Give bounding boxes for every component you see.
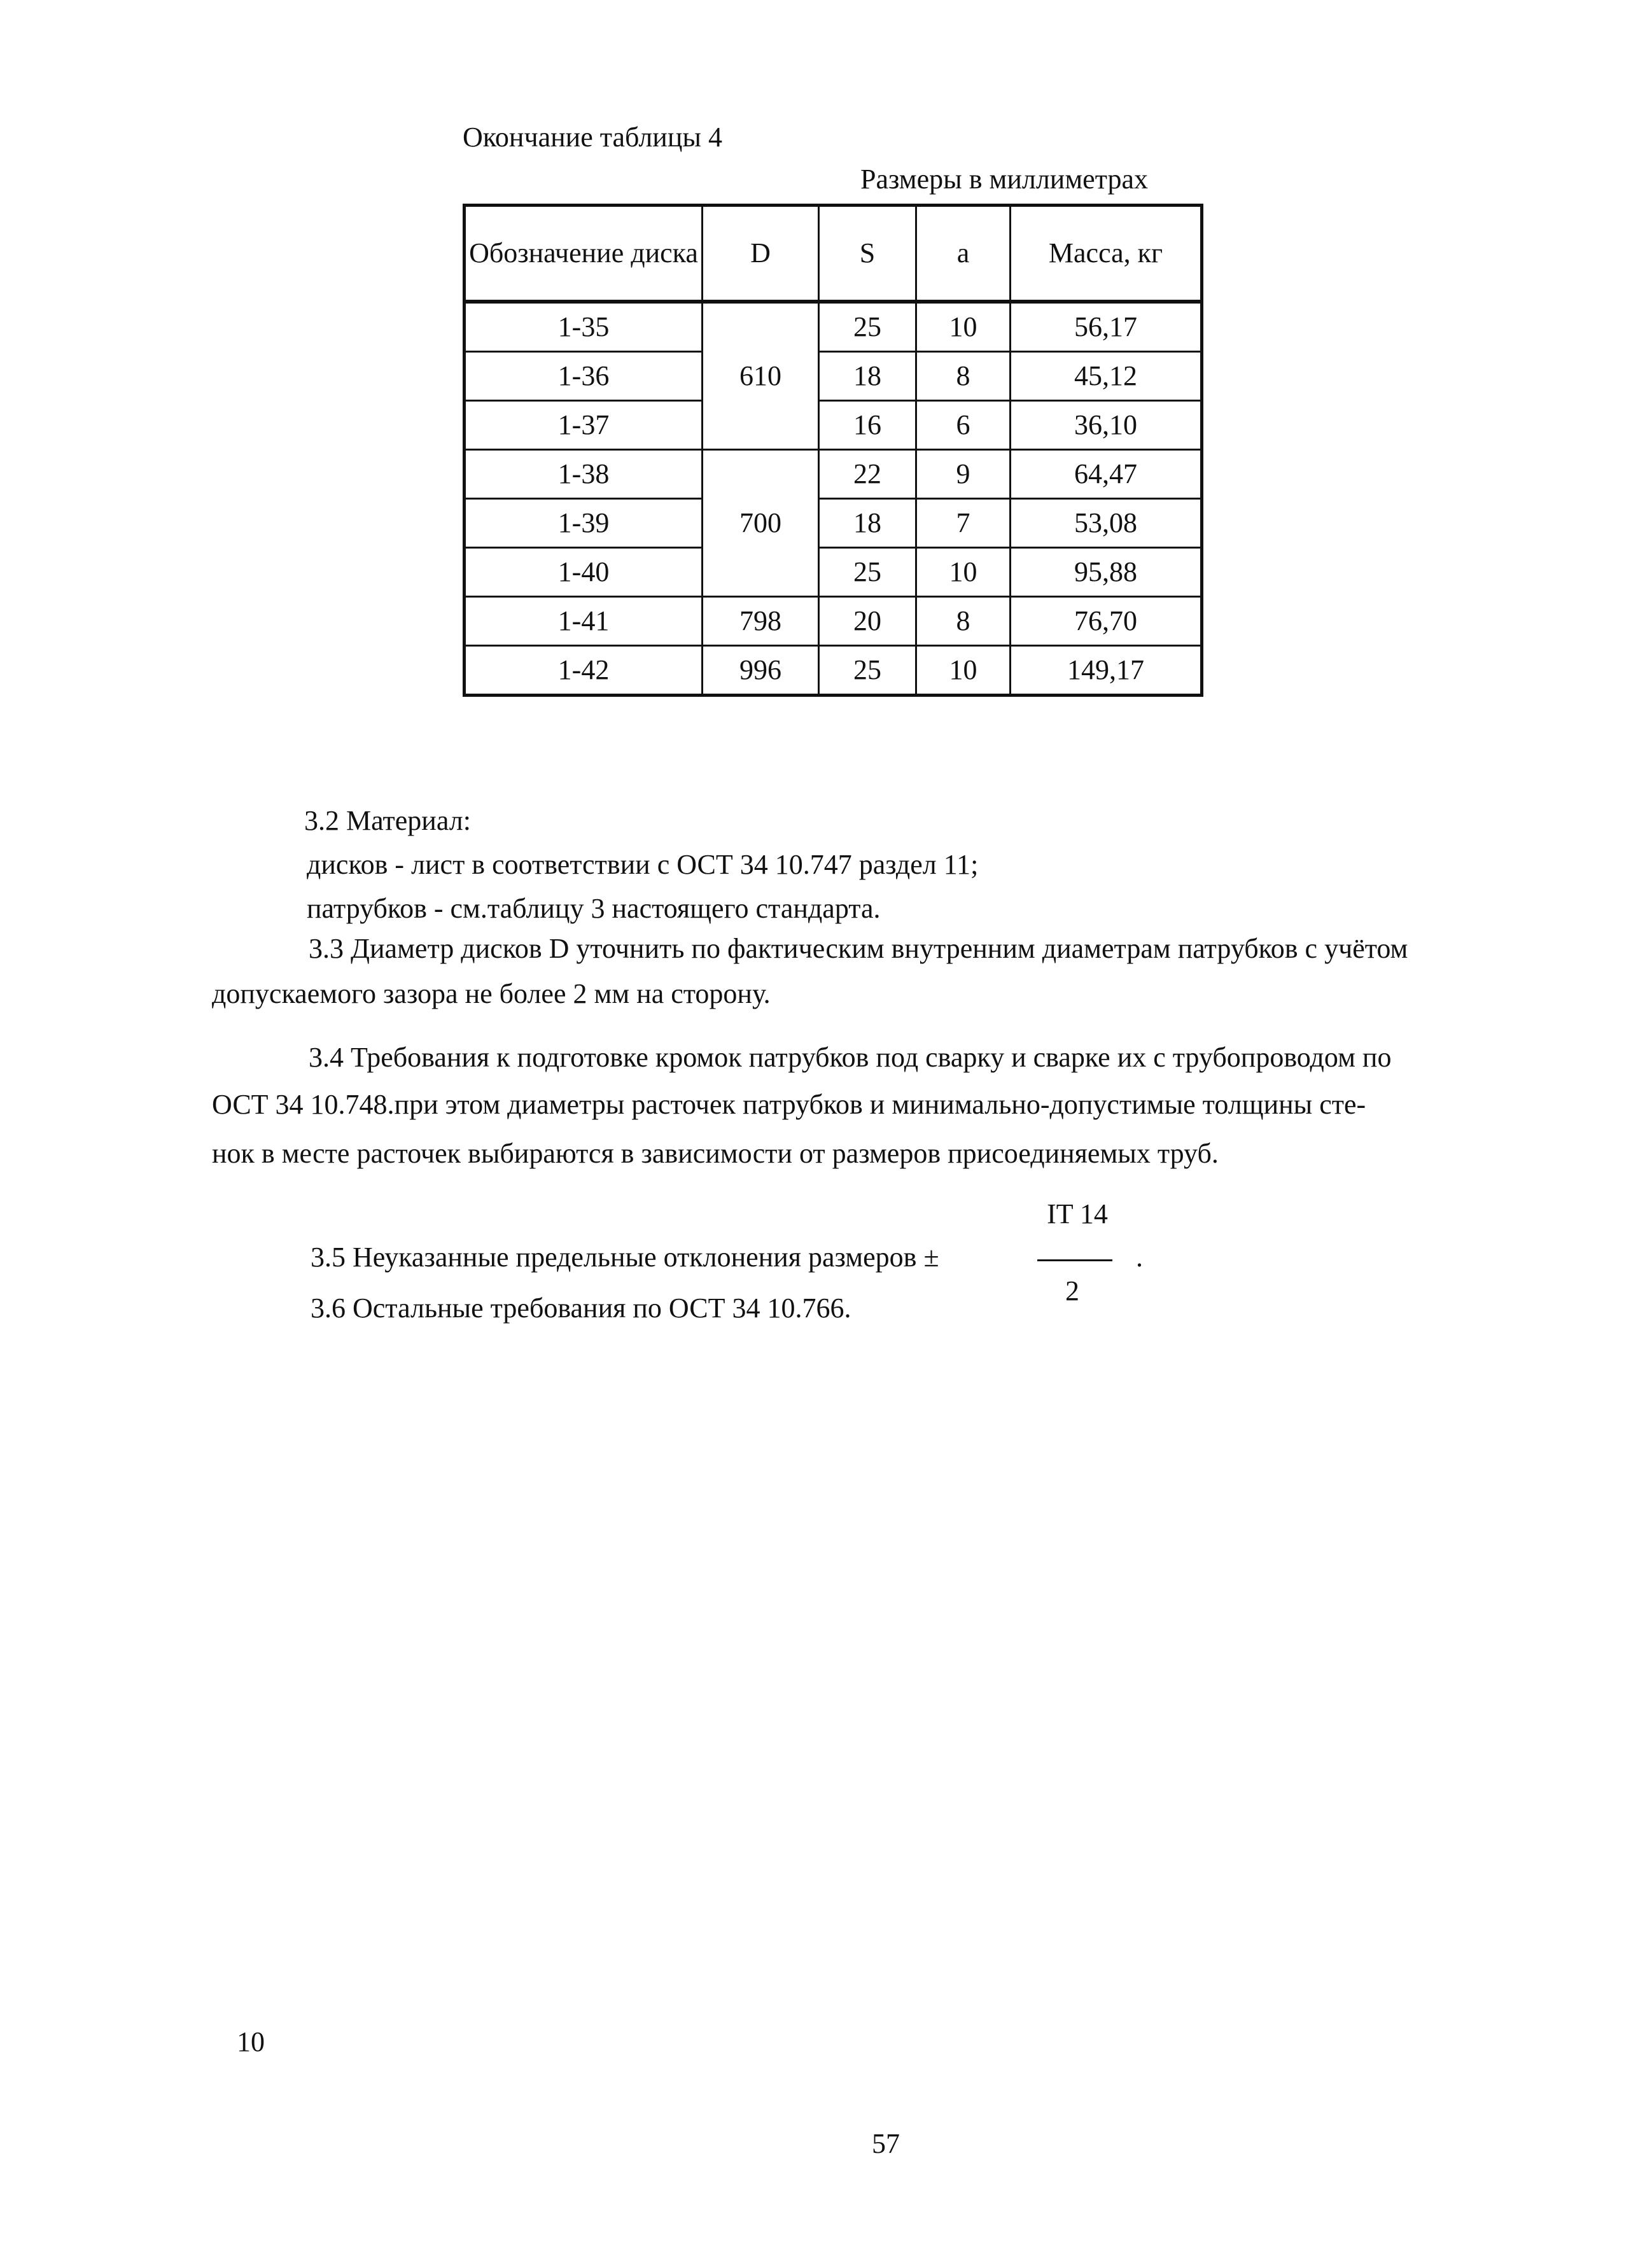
table-units: Размеры в миллиметрах — [860, 164, 1148, 195]
tolerance-numerator: IT 14 — [1047, 1198, 1108, 1229]
cell-D: 996 — [703, 646, 819, 696]
cell-S: 25 — [819, 646, 916, 696]
cell-a: 8 — [916, 352, 1011, 401]
cell-designation: 1-41 — [465, 597, 703, 646]
section-3-4-line2: ОСТ 34 10.748.при этом диаметры расточек патрубков и минимально-допустимые толщины сте- — [212, 1089, 1366, 1120]
cell-D-group: 610 — [703, 302, 819, 450]
header-designation: Обозначение диска — [465, 206, 703, 302]
cell-S: 25 — [819, 302, 916, 352]
cell-designation: 1-37 — [465, 401, 703, 450]
cell-D: 798 — [703, 597, 819, 646]
cell-designation: 1-40 — [465, 548, 703, 597]
page-number: 57 — [872, 2128, 900, 2159]
cell-a: 10 — [916, 302, 1011, 352]
table-row — [465, 450, 1202, 499]
table-row — [465, 548, 1202, 597]
header-a: a — [916, 206, 1011, 302]
table-row — [465, 597, 1202, 646]
cell-mass: 36,10 — [1011, 401, 1202, 450]
cell-a: 8 — [916, 597, 1011, 646]
cell-S: 20 — [819, 597, 916, 646]
header-mass: Масса, кг — [1011, 206, 1202, 302]
cell-mass: 64,47 — [1011, 450, 1202, 499]
tolerance-denominator: 2 — [1065, 1275, 1079, 1306]
cell-S: 25 — [819, 548, 916, 597]
section-3-5-text: 3.5 Неуказанные предельные отклонения размеров ± — [311, 1242, 939, 1273]
cell-D-group: 700 — [703, 450, 819, 597]
cell-a: 10 — [916, 548, 1011, 597]
section-3-4-line1: 3.4 Требования к подготовке кромок патрубков под сварку и сварке их с трубопроводом по — [309, 1042, 1392, 1073]
table-row — [465, 646, 1202, 696]
table-row — [465, 302, 1202, 352]
cell-S: 18 — [819, 352, 916, 401]
cell-S: 22 — [819, 450, 916, 499]
table-row — [465, 499, 1202, 548]
table-caption: Окончание таблицы 4 — [463, 122, 722, 153]
cell-designation: 1-35 — [465, 302, 703, 352]
cell-a: 6 — [916, 401, 1011, 450]
fraction-bar — [1037, 1259, 1112, 1261]
dimensions-table — [463, 204, 1203, 697]
section-3-2-pipes: патрубков - см.таблицу 3 настоящего стандарта. — [307, 893, 881, 924]
cell-S: 16 — [819, 401, 916, 450]
cell-mass: 56,17 — [1011, 302, 1202, 352]
cell-a: 10 — [916, 646, 1011, 696]
header-D: D — [703, 206, 819, 302]
cell-designation: 1-42 — [465, 646, 703, 696]
sheet-number: 10 — [237, 2026, 265, 2057]
cell-mass: 45,12 — [1011, 352, 1202, 401]
section-3-6-text: 3.6 Остальные требования по ОСТ 34 10.766. — [311, 1292, 851, 1324]
cell-a: 9 — [916, 450, 1011, 499]
table-row — [465, 352, 1202, 401]
table-header-row — [465, 206, 1202, 302]
section-3-3-line2: допускаемого зазора не более 2 мм на сторону. — [212, 978, 771, 1009]
cell-mass: 149,17 — [1011, 646, 1202, 696]
cell-a: 7 — [916, 499, 1011, 548]
section-3-3-line1: 3.3 Диаметр дисков D уточнить по фактическим внутренним диаметрам патрубков с учётом — [309, 933, 1408, 964]
header-S: S — [819, 206, 916, 302]
cell-designation: 1-38 — [465, 450, 703, 499]
section-3-5-period: . — [1136, 1242, 1143, 1273]
cell-mass: 53,08 — [1011, 499, 1202, 548]
cell-mass: 95,88 — [1011, 548, 1202, 597]
section-3-2-title: 3.2 Материал: — [304, 805, 471, 836]
table-row — [465, 401, 1202, 450]
section-3-2-discs: дисков - лист в соответствии с ОСТ 34 10.747 раздел 11; — [307, 849, 979, 880]
cell-designation: 1-36 — [465, 352, 703, 401]
cell-S: 18 — [819, 499, 916, 548]
section-3-4-line3: нок в месте расточек выбираются в зависимости от размеров присоединяемых труб. — [212, 1138, 1219, 1169]
cell-designation: 1-39 — [465, 499, 703, 548]
cell-mass: 76,70 — [1011, 597, 1202, 646]
